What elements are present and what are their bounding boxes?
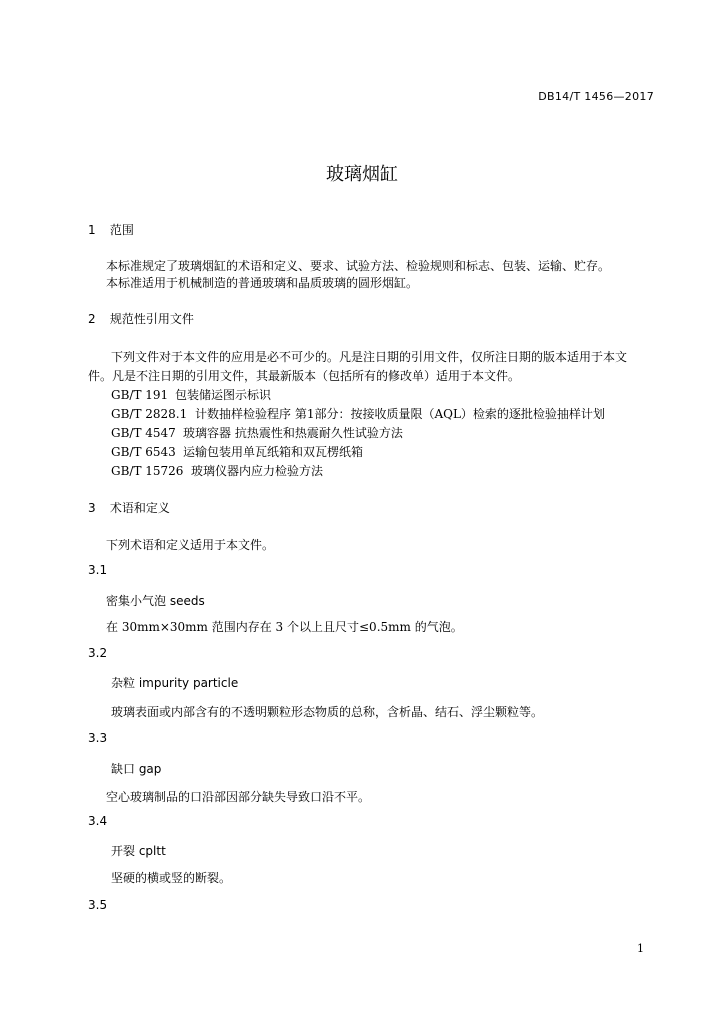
section-3-title: 术语和定义 bbox=[109, 501, 170, 515]
term-number: 3.1 bbox=[88, 563, 108, 577]
reference-title: 包装储运图示标识 bbox=[175, 388, 272, 402]
section-1-title: 范围 bbox=[109, 223, 134, 237]
section-3-number: 3 bbox=[88, 501, 96, 515]
page-number: 1 bbox=[637, 942, 644, 955]
section-2-heading bbox=[88, 310, 194, 327]
reference-item bbox=[111, 405, 605, 422]
section-2-title: 规范性引用文件 bbox=[109, 312, 194, 326]
reference-item bbox=[111, 424, 403, 441]
reference-code: GB/T 6543 bbox=[111, 445, 176, 459]
section-1-number: 1 bbox=[88, 223, 96, 237]
document-title: 玻璃烟缸 bbox=[326, 164, 398, 185]
term-name: 开裂 cpltt bbox=[111, 844, 166, 858]
term-definition: 坚硬的横或竖的断裂。 bbox=[111, 871, 232, 885]
section-2-intro-line-2: 件。凡是不注日期的引用文件，其最新版本（包括所有的修改单）适用于本文件。 bbox=[88, 369, 521, 383]
term-name: 杂粒 impurity particle bbox=[111, 676, 239, 690]
term-definition: 空心玻璃制品的口沿部因部分缺失导致口沿不平。 bbox=[106, 790, 371, 804]
reference-item bbox=[111, 443, 363, 460]
section-1-heading bbox=[88, 221, 134, 238]
reference-code: GB/T 4547 bbox=[111, 426, 176, 440]
reference-title: 计数抽样检验程序 第1部分：按接收质量限（AQL）检索的逐批检验抽样计划 bbox=[195, 407, 605, 421]
reference-code: GB/T 15726 bbox=[111, 464, 184, 478]
reference-title: 运输包装用单瓦纸箱和双瓦楞纸箱 bbox=[183, 445, 364, 459]
term-number: 3.3 bbox=[88, 731, 108, 745]
section-1-paragraph-1: 本标准规定了玻璃烟缸的术语和定义、要求、试验方法、检验规则和标志、包装、运输、贮存。 bbox=[106, 259, 611, 273]
term-name: 缺口 gap bbox=[111, 762, 162, 776]
term-number: 3.5 bbox=[88, 898, 108, 912]
reference-item bbox=[111, 386, 271, 403]
reference-code: GB/T 191 bbox=[111, 388, 169, 402]
reference-item bbox=[111, 462, 323, 479]
reference-code: GB/T 2828.1 bbox=[111, 407, 188, 421]
term-number: 3.2 bbox=[88, 646, 108, 660]
section-1-paragraph-2: 本标准适用于机械制造的普通玻璃和晶质玻璃的圆形烟缸。 bbox=[106, 276, 419, 290]
section-3-heading bbox=[88, 499, 170, 516]
reference-title: 玻璃容器 抗热震性和热震耐久性试验方法 bbox=[183, 426, 403, 440]
term-number: 3.4 bbox=[88, 814, 108, 828]
section-3-intro: 下列术语和定义适用于本文件。 bbox=[106, 538, 275, 552]
standard-id: DB14/T 1456—2017 bbox=[538, 90, 654, 103]
section-2-intro-line-1: 下列文件对于本文件的应用是必不可少的。凡是注日期的引用文件，仅所注日期的版本适用于本文 bbox=[111, 350, 628, 364]
term-name: 密集小气泡 seeds bbox=[106, 594, 205, 608]
term-definition: 玻璃表面或内部含有的不透明颗粒形态物质的总称，含析晶、结石、浮尘颗粒等。 bbox=[111, 705, 544, 719]
term-definition: 在 30mm×30mm 范围内存在 3 个以上且尺寸≤0.5mm 的气泡。 bbox=[106, 620, 463, 634]
section-2-number: 2 bbox=[88, 312, 96, 326]
reference-title: 玻璃仪器内应力检验方法 bbox=[191, 464, 324, 478]
